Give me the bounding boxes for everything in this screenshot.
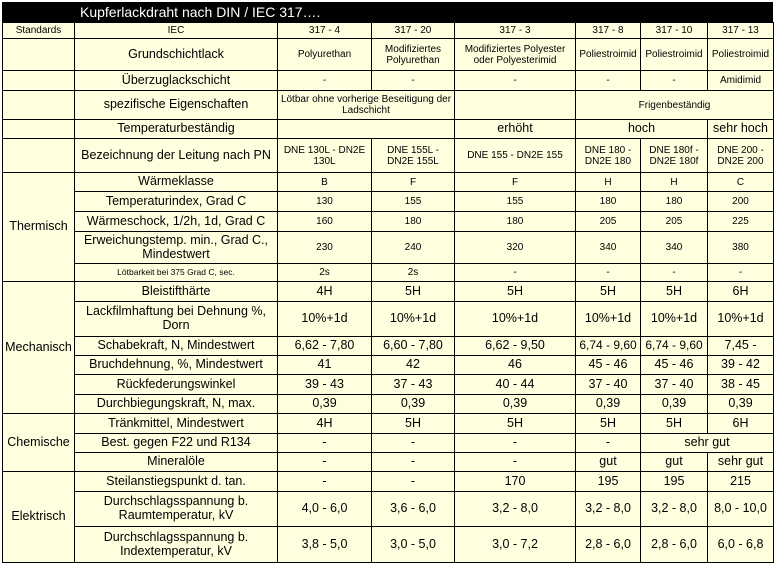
- cell: 5H: [455, 282, 576, 302]
- cell: Poliestroimid: [641, 39, 708, 71]
- cell: 180: [455, 212, 576, 232]
- cell: 340: [641, 232, 708, 264]
- row-label: Mineralöle: [75, 453, 278, 472]
- table-row: [3, 395, 774, 414]
- cell: F: [372, 173, 455, 192]
- group-label-chemische: Chemische: [3, 414, 75, 472]
- cell: 5H: [455, 414, 576, 434]
- table-row: [3, 173, 774, 192]
- row-label: Bezeichnung der Leitung nach PN: [75, 139, 278, 173]
- empty-cell: [3, 139, 75, 173]
- table-row: [3, 492, 774, 527]
- table-row: [3, 472, 774, 492]
- cell: 3,2 - 8,0: [576, 492, 641, 527]
- table-row: [3, 139, 774, 173]
- cell: sehr gut: [708, 453, 774, 472]
- standards-header: Standards: [3, 23, 75, 39]
- cell: sehr hoch: [708, 120, 774, 139]
- cell: gut: [576, 453, 641, 472]
- merged-cell: sehr gut: [641, 434, 774, 453]
- table-title: Kupferlackdraht nach DIN / IEC 317….: [2, 2, 773, 22]
- cell: 3,8 - 5,0: [278, 527, 372, 563]
- table-row: [3, 356, 774, 375]
- table-row: [3, 434, 774, 453]
- row-label: Rückfederungswinkel: [75, 375, 278, 395]
- cell: 155: [455, 192, 576, 212]
- cell: 45 - 46: [641, 356, 708, 375]
- cell: -: [708, 264, 774, 282]
- cell: DNE 180f - DN2E 180f: [641, 139, 708, 173]
- cell: 5H: [576, 414, 641, 434]
- cell: 38 - 45: [708, 375, 774, 395]
- cell: DNE 180 - DN2E 180: [576, 139, 641, 173]
- table-row: [3, 120, 774, 139]
- row-label: Schabekraft, N, Mindestwert: [75, 337, 278, 356]
- table-row: [3, 453, 774, 472]
- row-label: Temperaturindex, Grad C: [75, 192, 278, 212]
- cell: 0,39: [641, 395, 708, 414]
- cell: -: [576, 264, 641, 282]
- row-label: Steilanstiegspunkt d. tan.: [75, 472, 278, 492]
- cell: 195: [641, 472, 708, 492]
- cell: DNE 200 - DN2E 200: [708, 139, 774, 173]
- iec-header: IEC: [75, 23, 278, 39]
- cell: -: [576, 71, 641, 91]
- table-row: [3, 414, 774, 434]
- cell: 160: [278, 212, 372, 232]
- row-label: Tränkmittel, Mindestwert: [75, 414, 278, 434]
- cell: gut: [641, 453, 708, 472]
- cell: Poliestroimid: [576, 39, 641, 71]
- cell: 195: [576, 472, 641, 492]
- cell: 6H: [708, 282, 774, 302]
- cell: 0,39: [576, 395, 641, 414]
- cell: 41: [278, 356, 372, 375]
- cell: DNE 130L - DN2E 130L: [278, 139, 372, 173]
- cell: 3,6 - 6,0: [372, 492, 455, 527]
- merged-cell: Frigenbeständig: [576, 91, 774, 120]
- table-row: [3, 232, 774, 264]
- cell: -: [641, 71, 708, 91]
- cell: 230: [278, 232, 372, 264]
- row-label: Durchschlagsspannung b. Raumtemperatur, kV: [75, 492, 278, 527]
- empty-cell: [455, 91, 576, 120]
- cell: 10%+1d: [278, 302, 372, 337]
- header-row: [3, 23, 774, 39]
- cell: 6,0 - 6,8: [708, 527, 774, 563]
- cell: Modifiziertes Polyester oder Polyesterimid: [455, 39, 576, 71]
- col-header: 317 - 8: [576, 23, 641, 39]
- group-label-mechanisch: Mechanisch: [3, 282, 75, 414]
- row-label: Bruchdehnung, %, Mindestwert: [75, 356, 278, 375]
- cell: 37 - 43: [372, 375, 455, 395]
- table-row: [3, 91, 774, 120]
- cell: 2s: [372, 264, 455, 282]
- cell: 3,0 - 7,2: [455, 527, 576, 563]
- cell: 0,39: [708, 395, 774, 414]
- cell: 10%+1d: [455, 302, 576, 337]
- cell: 4,0 - 6,0: [278, 492, 372, 527]
- cell: H: [576, 173, 641, 192]
- cell: 2s: [278, 264, 372, 282]
- cell: 10%+1d: [372, 302, 455, 337]
- cell: 8,0 - 10,0: [708, 492, 774, 527]
- cell: 130: [278, 192, 372, 212]
- empty-cell: [3, 71, 75, 91]
- cell: 42: [372, 356, 455, 375]
- cell: F: [455, 173, 576, 192]
- cell: Amidimid: [708, 71, 774, 91]
- cell: -: [641, 264, 708, 282]
- cell: 170: [455, 472, 576, 492]
- cell: 215: [708, 472, 774, 492]
- table-row: [3, 212, 774, 232]
- cell: 6H: [708, 414, 774, 434]
- row-label: Durchschlagsspannung b. Indextemperatur, kV: [75, 527, 278, 563]
- cell: 155: [372, 192, 455, 212]
- row-label: Erweichungstemp. min., Grad C., Mindestwert: [75, 232, 278, 264]
- cell: 46: [455, 356, 576, 375]
- cell: -: [576, 434, 641, 453]
- cell: 10%+1d: [708, 302, 774, 337]
- cell: B: [278, 173, 372, 192]
- cell: 3,2 - 8,0: [641, 492, 708, 527]
- row-label: Temperaturbeständig: [75, 120, 278, 139]
- cell: 37 - 40: [641, 375, 708, 395]
- cell: 10%+1d: [576, 302, 641, 337]
- cell: 5H: [576, 282, 641, 302]
- row-label: Durchbiegungskraft, N, max.: [75, 395, 278, 414]
- cell: 7,45 -: [708, 337, 774, 356]
- row-label: Best. gegen F22 und R134: [75, 434, 278, 453]
- row-label: Überzuglackschicht: [75, 71, 278, 91]
- cell: 180: [641, 192, 708, 212]
- cell: 6,62 - 7,80: [278, 337, 372, 356]
- cell: H: [641, 173, 708, 192]
- cell: 39 - 42: [708, 356, 774, 375]
- cell: 6,60 - 7,80: [372, 337, 455, 356]
- cell: -: [372, 434, 455, 453]
- cell: 45 - 46: [576, 356, 641, 375]
- table-row: [3, 527, 774, 563]
- cell: -: [278, 472, 372, 492]
- merged-cell: hoch: [576, 120, 708, 139]
- merged-cell: Lötbar ohne vorherige Beseitigung der Ladschicht: [278, 91, 455, 120]
- cell: 5H: [372, 282, 455, 302]
- cell: 5H: [641, 414, 708, 434]
- row-label: Lackfilmhaftung bei Dehnung %, Dorn: [75, 302, 278, 337]
- table-row: [3, 39, 774, 71]
- group-label-thermisch: Thermisch: [3, 173, 75, 282]
- cell: -: [278, 434, 372, 453]
- cell: 40 - 44: [455, 375, 576, 395]
- cell: 320: [455, 232, 576, 264]
- col-header: 317 - 3: [455, 23, 576, 39]
- cell: 10%+1d: [641, 302, 708, 337]
- table-row: [3, 337, 774, 356]
- cell: 5H: [372, 414, 455, 434]
- cell: Poliestroimid: [708, 39, 774, 71]
- cell: 3,2 - 8,0: [455, 492, 576, 527]
- cell: 340: [576, 232, 641, 264]
- cell: 200: [708, 192, 774, 212]
- cell: 205: [641, 212, 708, 232]
- row-label: Grundschichtlack: [75, 39, 278, 71]
- empty-cell: [278, 120, 455, 139]
- cell: 2,8 - 6,0: [576, 527, 641, 563]
- cell: 37 - 40: [576, 375, 641, 395]
- empty-cell: [3, 39, 75, 71]
- cell: 6,74 - 9,60: [641, 337, 708, 356]
- table-row: [3, 302, 774, 337]
- row-label: Bleistifthärte: [75, 282, 278, 302]
- cell: 380: [708, 232, 774, 264]
- cell: 3,0 - 5,0: [372, 527, 455, 563]
- cell: Modifiziertes Polyurethan: [372, 39, 455, 71]
- empty-cell: [3, 91, 75, 120]
- row-label: Wärmeschock, 1/2h, 1d, Grad C: [75, 212, 278, 232]
- cell: 39 - 43: [278, 375, 372, 395]
- cell: erhöht: [455, 120, 576, 139]
- cell: -: [455, 434, 576, 453]
- row-label: Wärmeklasse: [75, 173, 278, 192]
- table-row: [3, 192, 774, 212]
- col-header: 317 - 20: [372, 23, 455, 39]
- col-header: 317 - 4: [278, 23, 372, 39]
- cell: -: [455, 453, 576, 472]
- cell: Polyurethan: [278, 39, 372, 71]
- cell: 6,74 - 9,60: [576, 337, 641, 356]
- table-row: [3, 282, 774, 302]
- cell: 4H: [278, 414, 372, 434]
- row-label: Lötbarkeit bei 375 Grad C, sec.: [75, 264, 278, 282]
- wire-specs-table: [2, 22, 774, 563]
- group-label-elektrisch: Elektrisch: [3, 472, 75, 563]
- cell: 205: [576, 212, 641, 232]
- cell: -: [278, 453, 372, 472]
- cell: 6,62 - 9,50: [455, 337, 576, 356]
- cell: C: [708, 173, 774, 192]
- cell: 0,39: [278, 395, 372, 414]
- cell: DNE 155 - DN2E 155: [455, 139, 576, 173]
- empty-cell: [3, 120, 75, 139]
- table-row: [3, 264, 774, 282]
- cell: 240: [372, 232, 455, 264]
- cell: -: [372, 453, 455, 472]
- cell: -: [372, 71, 455, 91]
- col-header: 317 - 10: [641, 23, 708, 39]
- table-row: [3, 375, 774, 395]
- cell: -: [455, 71, 576, 91]
- cell: DNE 155L - DN2E 155L: [372, 139, 455, 173]
- cell: 225: [708, 212, 774, 232]
- table-row: [3, 71, 774, 91]
- cell: 4H: [278, 282, 372, 302]
- cell: -: [455, 264, 576, 282]
- cell: 5H: [641, 282, 708, 302]
- cell: 0,39: [372, 395, 455, 414]
- cell: 180: [576, 192, 641, 212]
- cell: 2,8 - 6,0: [641, 527, 708, 563]
- cell: -: [372, 472, 455, 492]
- cell: 0,39: [455, 395, 576, 414]
- row-label: spezifische Eigenschaften: [75, 91, 278, 120]
- cell: 180: [372, 212, 455, 232]
- cell: -: [278, 71, 372, 91]
- col-header: 317 - 13: [708, 23, 774, 39]
